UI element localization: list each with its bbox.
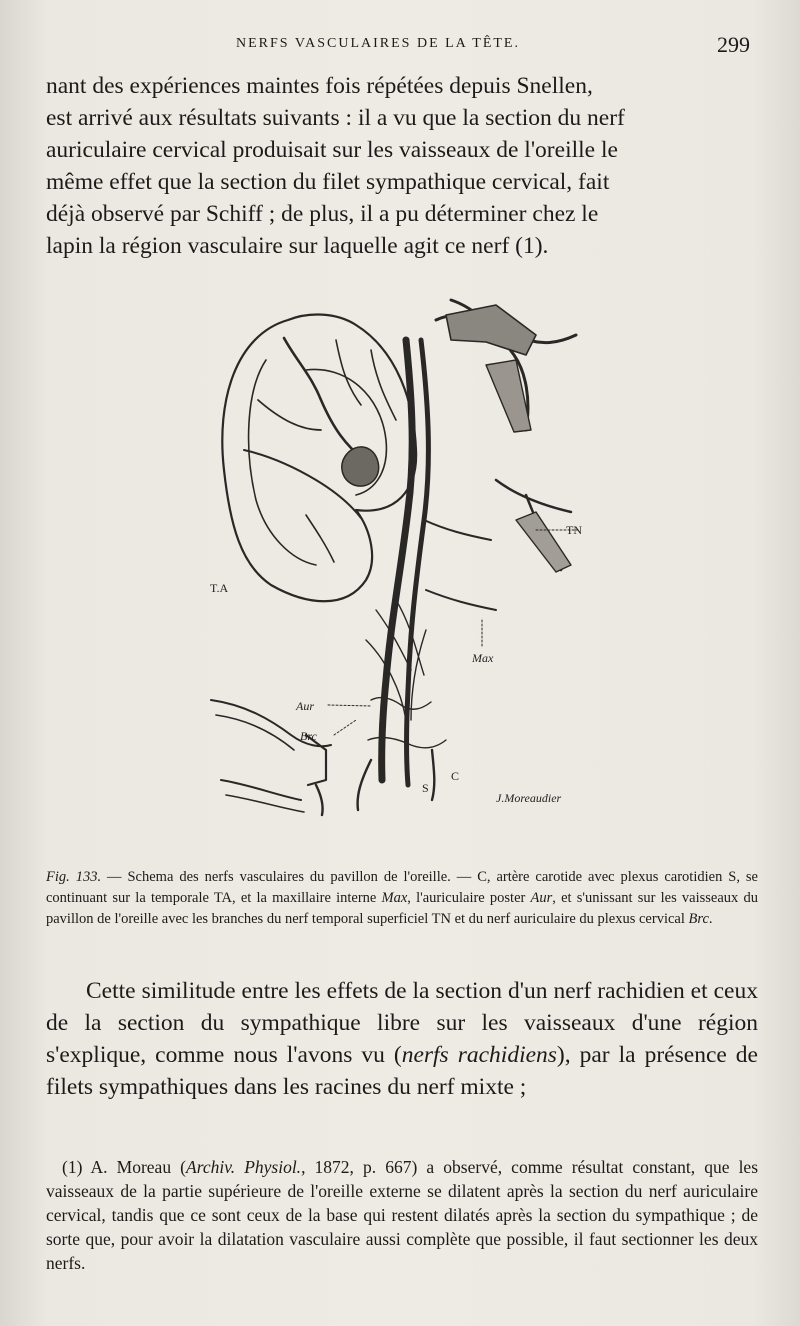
text-line: nant des expériences maintes fois répétées depuis Snellen, bbox=[46, 73, 593, 99]
footnote bbox=[46, 1155, 758, 1275]
figure-caption bbox=[46, 867, 758, 930]
text-line: déjà observé par Schiff ; de plus, il a pu déterminer chez le bbox=[46, 201, 599, 227]
text-line: lapin la région vasculaire sur laquelle agit ce nerf (1). bbox=[46, 233, 549, 259]
label-aur: Aur bbox=[296, 699, 314, 713]
caption-abbrev-aur: Aur bbox=[530, 890, 553, 906]
gland-shape bbox=[342, 447, 379, 486]
label-s: S bbox=[422, 781, 429, 795]
text-line: auriculaire cervical produisait sur les vaisseaux de l'oreille le bbox=[46, 137, 618, 163]
caption-abbrev-brc: Brc bbox=[688, 911, 709, 927]
paragraph-emphasis: nerfs rachidiens bbox=[401, 1042, 557, 1068]
ear-vascular-nerve-figure bbox=[196, 280, 592, 820]
paragraph-text: Cette similitude entre les effets de la section d'un nerf rachidien et ceux de la section du sympathique libre sur les vaisseaux d'une région s'explique, comme nous l'avons vu ( bbox=[46, 978, 758, 1068]
footnote-marker: (1) A. Moreau ( bbox=[62, 1157, 187, 1177]
label-ta: T.A bbox=[210, 581, 229, 595]
nerve-stump bbox=[446, 305, 536, 355]
label-tn: TN bbox=[566, 523, 582, 537]
paragraph-top bbox=[46, 70, 758, 262]
paragraph-bottom bbox=[46, 975, 758, 1103]
page-header bbox=[46, 32, 760, 60]
caption-abbrev-max: Max bbox=[381, 890, 408, 906]
caption-text: , l'auriculaire poster bbox=[407, 890, 531, 906]
paragraph-text: ), par la présence de filets sympathiques dans les racines du nerf mixte ; bbox=[46, 1042, 758, 1100]
caption-text: . bbox=[708, 911, 713, 927]
nerve-stump bbox=[516, 512, 571, 572]
page-number: 299 bbox=[717, 32, 750, 57]
label-max: Max bbox=[472, 651, 494, 665]
figure-number: Fig. 133. bbox=[46, 869, 102, 885]
caption-text: , et s'unissant sur les vaisseaux du pavillon de l'oreille avec les branches du nerf temporal superficiel TN et du nerf auriculaire du plexus cervical bbox=[46, 890, 758, 927]
footnote-text: , 1872, p. 667) a observé, comme résultat constant, que les vaisseaux de la partie supérieure de l'oreille externe se dilatent après la section du nerf auriculaire cervical, tandis que ce sont ceux de la base qui restent dilatés après la section du sympathique ; de sorte que, pour avoir la dilatation vasculaire aussi complète que possible, il faut sectionner les deux nerfs. bbox=[46, 1157, 759, 1273]
label-brc: Brc bbox=[300, 729, 317, 743]
text-line: est arrivé aux résultats suivants : il a vu que la section du nerf bbox=[46, 105, 625, 131]
footnote-journal: Archiv. Physiol. bbox=[186, 1157, 302, 1177]
nerve-stump bbox=[486, 360, 531, 432]
engraver-signature: J.Moreaudier bbox=[496, 791, 562, 805]
label-c: C bbox=[451, 769, 460, 783]
leader-aur bbox=[328, 705, 371, 706]
footnote-body bbox=[46, 1155, 758, 1275]
leader-brc bbox=[334, 720, 356, 735]
text-line: même effet que la section du filet sympathique cervical, fait bbox=[46, 169, 610, 195]
caption-text: — Schema des nerfs vasculaires du pavillon de l'oreille. — C, artère carotide avec plexus carotidien S, se continuant sur la temporale TA, et la maxillaire interne bbox=[46, 869, 758, 906]
ear-pinna-outline bbox=[222, 315, 416, 602]
running-title: NERFS VASCULAIRES DE LA TÊTE. bbox=[236, 36, 520, 51]
